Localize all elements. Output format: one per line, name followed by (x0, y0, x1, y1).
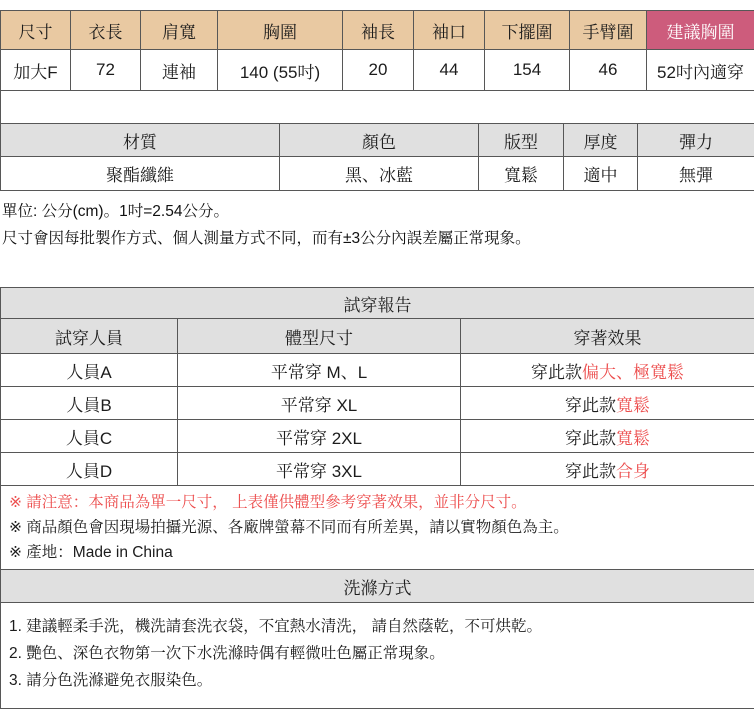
fit-effect-highlight: 寬鬆 (616, 396, 650, 415)
fitting-row-d (1, 453, 754, 486)
spec-table (0, 123, 754, 191)
fit-person: 人員D (1, 453, 178, 486)
size-value-hem: 154 (485, 50, 570, 91)
fit-body-size: 平常穿 3XL (178, 453, 461, 486)
fit-effect (461, 420, 754, 453)
fitting-report-title: 試穿報告 (1, 288, 754, 319)
fitting-report-table (0, 287, 754, 709)
fit-body-size: 平常穿 M、L (178, 354, 461, 387)
fit-header-effect: 穿著效果 (461, 319, 754, 354)
note-warning: ※ 請注意：本商品為單一尺寸， 上表僅供體型參考穿著效果，並非分尺寸。 (9, 490, 746, 515)
fitting-report-title-row (1, 288, 754, 319)
spec-value-material: 聚酯纖維 (1, 157, 280, 191)
spec-header-fit: 版型 (479, 124, 564, 157)
spec-table-data-row (1, 157, 754, 191)
fit-person: 人員B (1, 387, 178, 420)
note-color-disclaimer: ※ 商品顏色會因現場拍攝光源、各廠牌螢幕不同而有所差異，請以實物顏色為主。 (9, 515, 746, 540)
spec-header-material: 材質 (1, 124, 280, 157)
size-value-cuff: 44 (414, 50, 485, 91)
washing-instructions-cell (1, 603, 754, 709)
fit-effect-highlight: 合身 (616, 462, 650, 481)
size-value-bust: 140 (55吋) (218, 50, 343, 91)
fit-header-body-size: 體型尺寸 (178, 319, 461, 354)
fit-effect-highlight: 偏大、極寬鬆 (582, 363, 684, 382)
fit-effect-highlight: 寬鬆 (616, 429, 650, 448)
fitting-row-c (1, 420, 754, 453)
product-notes-cell (1, 486, 754, 570)
unit-notes (0, 191, 754, 252)
spec-value-color: 黑、冰藍 (280, 157, 479, 191)
product-notes-row (1, 486, 754, 570)
unit-note-line1: 單位: 公分(cm)。1吋=2.54公分。 (2, 198, 752, 225)
fit-effect-prefix: 穿此款 (565, 429, 616, 448)
fit-body-size: 平常穿 XL (178, 387, 461, 420)
fitting-row-a (1, 354, 754, 387)
spec-header-color: 顏色 (280, 124, 479, 157)
size-header-hem: 下擺圍 (485, 11, 570, 50)
washing-title: 洗滌方式 (1, 570, 754, 603)
size-table-header-row (1, 11, 754, 50)
washing-instruction-2: 2. 艷色、深色衣物第一次下水洗滌時偶有輕微吐色屬正常現象。 (9, 640, 746, 667)
size-value-suggested-bust: 52吋內適穿 (647, 50, 754, 91)
spec-header-stretch: 彈力 (638, 124, 754, 157)
size-value-length: 72 (71, 50, 141, 91)
size-table-data-row (1, 50, 754, 91)
fitting-row-b (1, 387, 754, 420)
spec-header-thickness: 厚度 (564, 124, 638, 157)
fit-effect (461, 354, 754, 387)
size-header-bust: 胸圍 (218, 11, 343, 50)
note-origin: ※ 產地：Made in China (9, 540, 746, 565)
fitting-report-header-row (1, 319, 754, 354)
spacer-cell (1, 91, 754, 124)
size-value-shoulder: 連袖 (141, 50, 218, 91)
size-value-arm: 46 (570, 50, 647, 91)
washing-instruction-1: 1. 建議輕柔手洗，機洗請套洗衣袋，不宜熱水清洗， 請自然蔭乾，不可烘乾。 (9, 613, 746, 640)
fit-effect-prefix: 穿此款 (565, 396, 616, 415)
washing-instruction-3: 3. 請分色洗滌避免衣服染色。 (9, 667, 746, 694)
fit-body-size: 平常穿 2XL (178, 420, 461, 453)
fit-person: 人員A (1, 354, 178, 387)
fit-effect (461, 387, 754, 420)
size-header-length: 衣長 (71, 11, 141, 50)
size-header-suggested-bust: 建議胸圍 (647, 11, 754, 50)
fit-header-person: 試穿人員 (1, 319, 178, 354)
spec-table-header-row (1, 124, 754, 157)
size-header-cuff: 袖口 (414, 11, 485, 50)
fit-effect-prefix: 穿此款 (565, 462, 616, 481)
size-header-shoulder: 肩寬 (141, 11, 218, 50)
size-header-arm: 手臂圍 (570, 11, 647, 50)
size-header-sleeve-length: 袖長 (343, 11, 414, 50)
spec-value-thickness: 適中 (564, 157, 638, 191)
size-header-size: 尺寸 (1, 11, 71, 50)
fit-person: 人員C (1, 420, 178, 453)
fit-effect-prefix: 穿此款 (531, 363, 582, 382)
spec-value-fit: 寬鬆 (479, 157, 564, 191)
washing-instructions-row (1, 603, 754, 709)
size-table (0, 10, 754, 124)
size-value-sleeve-length: 20 (343, 50, 414, 91)
size-value-size: 加大F (1, 50, 71, 91)
washing-title-row (1, 570, 754, 603)
size-table-spacer-row (1, 91, 754, 124)
unit-note-line2: 尺寸會因每批製作方式、個人測量方式不同，而有±3公分內誤差屬正常現象。 (2, 225, 752, 252)
fit-effect (461, 453, 754, 486)
spec-value-stretch: 無彈 (638, 157, 754, 191)
